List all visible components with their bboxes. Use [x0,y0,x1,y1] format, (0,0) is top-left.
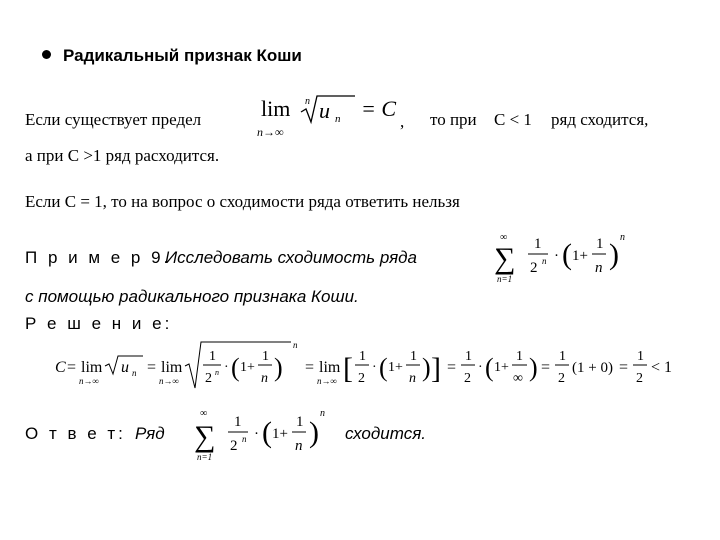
s-one-plus1: 1+ [240,360,255,375]
s-in1-den: n [261,371,268,386]
frac-num: 1 [534,236,542,252]
s-paren1-r: ) [274,353,283,382]
root-index: n [305,96,310,107]
answer-label: О т в е т: [25,424,126,443]
sum-upper: ∞ [500,232,508,243]
s-one-plus2: 1+ [388,360,403,375]
sol-lim1: lim [81,359,103,376]
series-formula [492,228,642,288]
u-subscript: n [335,113,341,125]
sol-eq3: = [305,359,315,376]
s-frac3-den: 2 [464,371,471,386]
s-paren1-l: ( [231,353,240,382]
answer-series [192,404,332,466]
a-sum-lower: n=1 [197,452,213,462]
line3: Если C = 1, то на вопрос о сходимости ряда ответить нельзя [25,192,460,211]
lim-subscript: n→∞ [257,125,284,139]
sol-c: C [55,359,66,376]
s-frac4-num: 1 [559,349,566,364]
a-paren-r: ) [309,416,319,449]
s-lt1: < 1 [651,359,673,376]
sol-lim2-sub: n→∞ [159,376,179,386]
inner-num: 1 [596,236,604,252]
s-zero-part: (1 + 0) [572,360,613,376]
s-frac4-den: 2 [558,371,565,386]
s-bracket-r: ] [431,352,441,385]
s-in3-num: 1 [516,349,523,364]
sol-lim3: lim [319,359,341,376]
dot: · [554,248,559,264]
sol-u-sub: n [132,368,137,378]
answer-word: Ряд [135,424,165,443]
sol-u: u [121,359,129,376]
den-exp: n [542,256,547,266]
bullet-icon [42,50,51,59]
equals-c: = C [361,96,397,121]
s-dot2: · [372,360,377,375]
line1-condition: C < 1 [494,110,532,129]
a-in-den: n [295,438,303,454]
s-frac5-den: 2 [636,371,643,386]
line1-prefix: Если существует предел [25,110,202,129]
s-frac5-num: 1 [637,349,644,364]
example-text2: с помощью радикального признака Коши. [25,287,359,306]
s-bracket-l: [ [343,352,353,385]
s-in1-num: 1 [262,349,269,364]
a-one-plus: 1+ [272,426,288,442]
s-paren2-l: ( [379,353,388,382]
a-dot: · [254,426,259,442]
s-root2-index: n [293,340,298,350]
sol-eq5: = [541,359,551,376]
sol-eq6: = [619,359,629,376]
paren-right: ) [609,238,619,271]
s-frac2-num: 1 [359,349,366,364]
outer-exp: n [620,232,625,243]
s-frac1-num: 1 [209,349,216,364]
s-paren2-r: ) [422,353,431,382]
frac-den: 2 [530,260,538,276]
answer-result: сходится. [345,424,427,443]
a-paren-l: ( [262,416,272,449]
s-dot3: · [478,360,483,375]
a-sum-upper: ∞ [200,408,208,419]
s-paren3-r: ) [529,353,538,382]
paren-left: ( [562,238,572,271]
one-plus: 1+ [572,248,588,264]
sol-eq1: = [67,359,77,376]
s-frac1-den: 2 [205,371,212,386]
sol-lim3-sub: n→∞ [317,376,337,386]
s-one-plus3: 1+ [494,360,509,375]
limit-formula [255,92,415,142]
a-den-exp: n [242,434,247,444]
inner-den: n [595,260,603,276]
lim-text: lim [261,96,291,121]
sol-eq4: = [447,359,457,376]
line2: а при C >1 ряд расходится. [25,146,220,165]
s-frac1-exp: n [215,368,219,377]
example-label: П р и м е р 9. [25,248,172,267]
solution-label: Р е ш е н и е: [25,314,173,333]
s-in3-den: ∞ [513,371,523,386]
solution-formula [55,338,675,400]
s-frac3-num: 1 [465,349,472,364]
sol-lim2: lim [161,359,183,376]
a-outer-exp: n [320,408,325,419]
line1-middle: то при [430,110,477,129]
a-frac-num: 1 [234,414,242,430]
s-in2-den: n [409,371,416,386]
heading-text: Радикальный признак Коши [63,46,302,65]
line1-comma: , [400,112,405,131]
sum-sign: ∑ [494,242,516,275]
u-text: u [319,98,330,123]
s-paren3-l: ( [485,353,494,382]
s-frac2-den: 2 [358,371,365,386]
sol-eq2: = [147,359,157,376]
example-text: Исследовать сходимость ряда [165,248,418,267]
sol-lim1-sub: n→∞ [79,376,99,386]
a-in-num: 1 [296,414,304,430]
s-in2-num: 1 [410,349,417,364]
a-frac-den: 2 [230,438,238,454]
sum-lower: n=1 [497,274,513,284]
a-sum-sign: ∑ [194,420,216,453]
line1-suffix: ряд сходится, [551,110,649,129]
section-heading [42,46,302,66]
s-dot1: · [224,360,229,375]
